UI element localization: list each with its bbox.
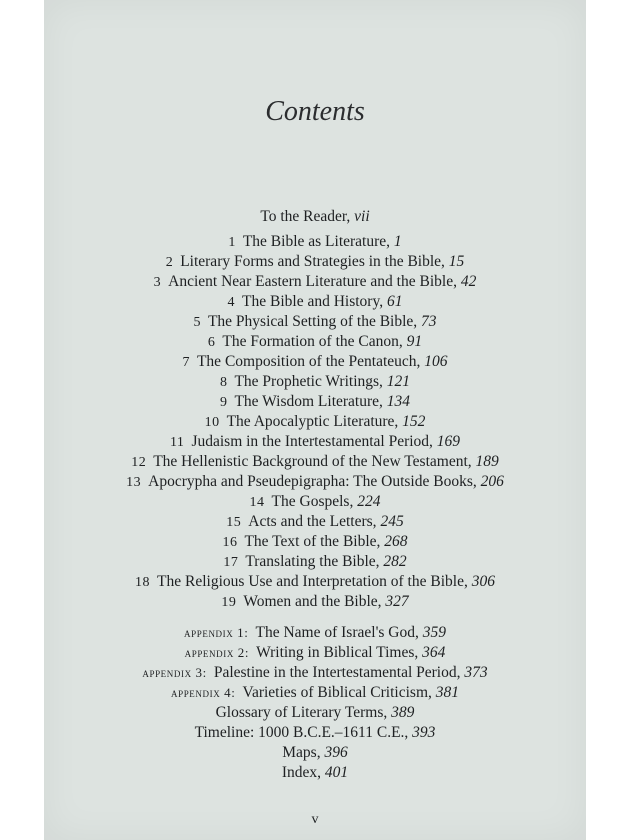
entry-page: 268: [384, 533, 408, 550]
entry-title: Translating the Bible,: [245, 553, 384, 570]
entry-number: 7: [182, 355, 190, 370]
entry-number: 2: [165, 255, 174, 270]
toc-entry-10: [0, 413, 630, 432]
entry-number: 10: [204, 415, 220, 430]
entry-page: 152: [402, 413, 426, 430]
toc-entry-2: [0, 253, 630, 272]
entry-page: 389: [391, 704, 415, 721]
entry-number: 19: [221, 595, 237, 610]
entry-page: vii: [354, 208, 370, 225]
entry-title: The Physical Setting of the Bible,: [207, 313, 422, 330]
toc-entry-7: [0, 353, 630, 372]
entry-title: The Composition of the Pentateuch,: [196, 353, 425, 370]
entry-title: Apocrypha and Pseudepigrapha: The Outside Books,: [148, 473, 481, 490]
entry-page: 381: [435, 684, 459, 701]
entry-title: The Text of the Bible,: [244, 533, 385, 550]
toc-entry-13: [0, 473, 630, 492]
toc-entry-6: [0, 333, 630, 352]
appendix-label: appendix 4:: [171, 685, 236, 700]
appendix-label: appendix 2:: [184, 645, 250, 660]
entry-title: To the Reader,: [260, 208, 355, 225]
toc-entry-1: [0, 233, 630, 252]
entry-page: 1: [393, 233, 402, 250]
entry-page: 121: [386, 373, 411, 390]
toc-entry-17: [0, 553, 630, 572]
page-number: v: [311, 812, 319, 827]
appendix-label: appendix 3:: [142, 665, 207, 680]
entry-page: 91: [406, 333, 423, 350]
entry-title: Acts and the Letters,: [248, 513, 381, 530]
entry-number: 11: [169, 435, 185, 450]
toc-appendix-4: [0, 684, 630, 702]
entry-page: 224: [357, 493, 381, 510]
toc-entry-8: [0, 373, 630, 392]
appendix-label: appendix 1:: [184, 625, 249, 640]
entry-page: 396: [324, 744, 348, 761]
toc-timeline: [0, 724, 630, 743]
entry-title: The Hellenistic Background of the New Testament,: [153, 453, 476, 470]
entry-title: Judaism in the Intertestamental Period,: [191, 433, 437, 450]
entry-number: 4: [227, 295, 236, 310]
entry-number: 9: [219, 395, 228, 410]
entry-number: 16: [222, 535, 238, 550]
entry-title: The Gospels,: [271, 493, 358, 510]
toc-appendix-2: [0, 644, 630, 662]
toc-entry-3: [0, 273, 630, 292]
entry-title: Ancient Near Eastern Literature and the Bible,: [168, 273, 461, 290]
entry-title: The Apocalyptic Literature,: [226, 413, 403, 430]
entry-page: 61: [386, 293, 403, 310]
toc-glossary: [0, 704, 630, 723]
entry-title: The Religious Use and Interpretation of the Bible,: [157, 573, 472, 590]
entry-page: 15: [448, 253, 465, 270]
entry-page: 282: [383, 553, 407, 570]
toc-appendix-1: [0, 624, 630, 642]
entry-page: 189: [475, 453, 499, 470]
entry-title: The Prophetic Writings,: [234, 373, 387, 390]
entry-number: 17: [223, 555, 239, 570]
page-title: Contents: [265, 96, 365, 127]
entry-title: Palestine in the Intertestamental Period,: [213, 664, 465, 681]
entry-page: 359: [422, 624, 446, 641]
entry-number: 14: [249, 495, 265, 510]
entry-page: 306: [471, 573, 495, 590]
toc-index: [0, 764, 630, 783]
entry-title: Writing in Biblical Times,: [256, 644, 423, 661]
entry-page: 42: [460, 273, 477, 290]
toc-entry-12: [0, 453, 630, 472]
entry-title: The Wisdom Literature,: [234, 393, 387, 410]
entry-page: 364: [422, 644, 446, 661]
entry-title: Women and the Bible,: [243, 593, 386, 610]
entry-number: 12: [131, 455, 147, 470]
toc-entry-4: [0, 293, 630, 312]
toc-entry-9: [0, 393, 630, 412]
entry-title: Literary Forms and Strategies in the Bible,: [180, 253, 449, 270]
entry-page: 393: [412, 724, 436, 741]
entry-number: 18: [135, 575, 151, 590]
entry-number: 1: [228, 235, 236, 250]
toc-entry-15: [0, 513, 630, 532]
entry-number: 3: [153, 275, 162, 290]
toc-entry-reader: [0, 208, 630, 227]
toc-entry-5: [0, 313, 630, 332]
toc-entry-14: [0, 493, 630, 512]
entry-number: 15: [226, 515, 242, 530]
entry-title: The Bible as Literature,: [242, 233, 394, 250]
toc-appendix-3: [0, 664, 630, 682]
entry-page: 106: [424, 353, 448, 370]
entry-number: 8: [219, 375, 228, 390]
entry-number: 5: [193, 315, 201, 330]
entry-page: 327: [385, 593, 409, 610]
entry-number: 6: [207, 335, 216, 350]
entry-page: 373: [464, 664, 488, 681]
entry-title: Index,: [281, 764, 325, 781]
entry-page: 401: [324, 764, 349, 781]
entry-title: Varieties of Biblical Criticism,: [242, 684, 436, 701]
entry-page: 206: [480, 473, 504, 490]
entry-page: 73: [421, 313, 437, 330]
toc-entry-11: [0, 433, 630, 452]
entry-page: 169: [436, 433, 461, 450]
entry-page: 134: [386, 393, 411, 410]
toc-entry-19: [0, 593, 630, 612]
entry-title: The Name of Israel's God,: [255, 624, 423, 641]
entry-page: 245: [380, 513, 404, 530]
entry-title: The Bible and History,: [242, 293, 387, 310]
entry-title: Glossary of Literary Terms,: [215, 704, 392, 721]
toc-entry-18: [0, 573, 630, 592]
entry-title: Timeline: 1000 B.C.E.–1611 C.E.,: [194, 724, 413, 741]
toc-entry-16: [0, 533, 630, 552]
entry-number: 13: [126, 475, 142, 490]
toc-maps: [0, 744, 630, 763]
entry-title: The Formation of the Canon,: [222, 333, 407, 350]
entry-title: Maps,: [282, 744, 325, 761]
